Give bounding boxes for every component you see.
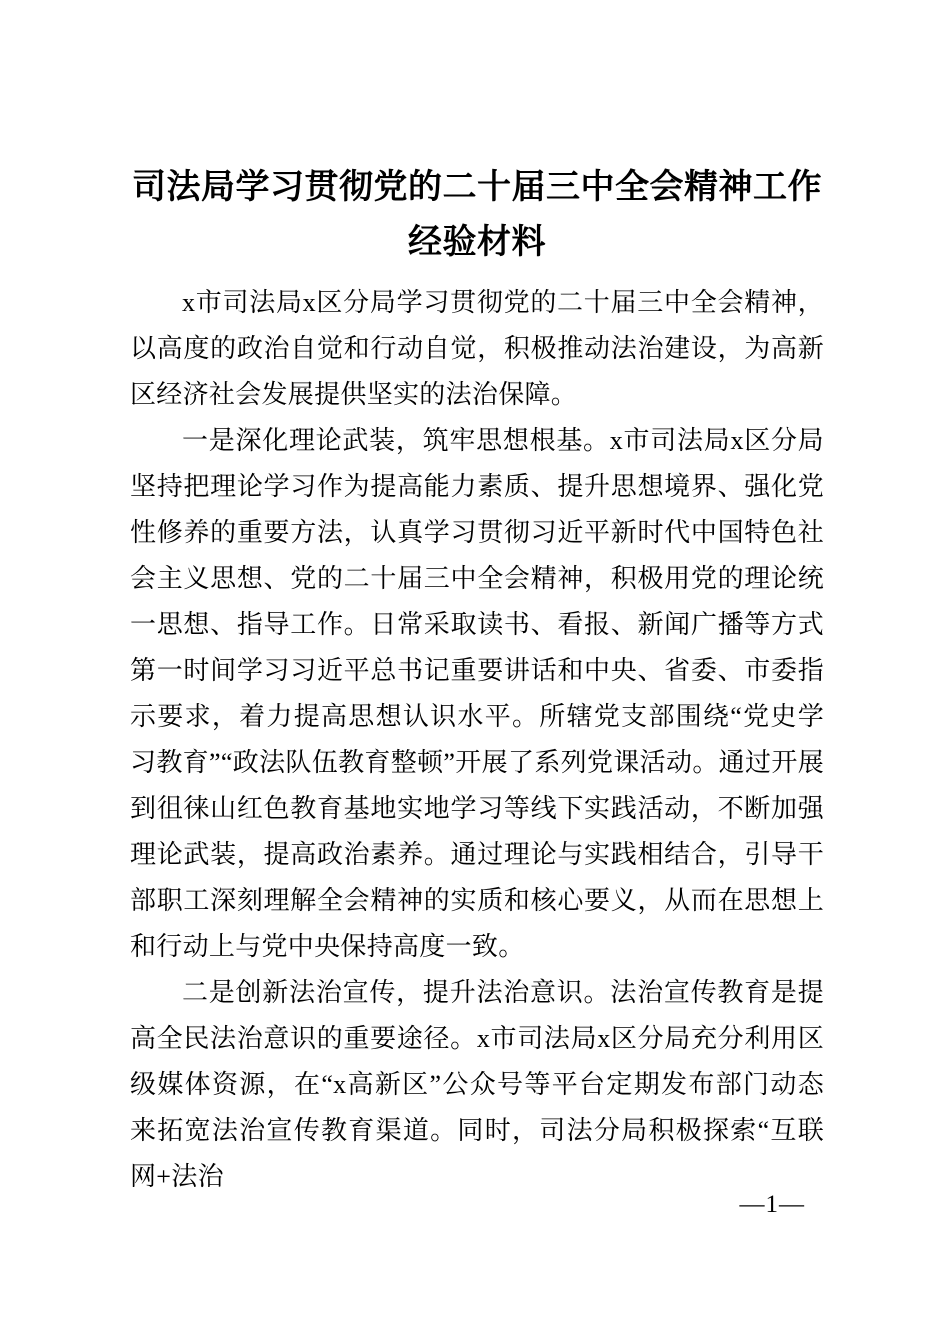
document-body (130, 280, 824, 1200)
title-line-1: 司法局学习贯彻党的二十届三中全会精神工作 (132, 169, 822, 206)
paragraph-point-one: 一是深化理论武装，筑牢思想根基。x市司法局x区分局坚持把理论学习作为提高能力素质、提升思想境界、强化党性修养的重要方法，认真学习贯彻习近平新时代中国特色社会主义思想、党的二十届三中全会精神，积极用党的理论统一思想、指导工作。日常采取读书、看报、新闻广播等方式第一时间学习习近平总书记重要讲话和中央、省委、市委指示要求，着力提高思想认识水平。所辖党支部围绕“党史学习教育”“政法队伍教育整顿”开展了系列党课活动。通过开展到徂徕山红色教育基地实地学习等线下实践活动，不断加强理论武装，提高政治素养。通过理论与实践相结合，引导干部职工深刻理解全会精神的实质和核心要义，从而在思想上和行动上与党中央保持高度一致。 (130, 426, 824, 961)
paragraph-point-two: 二是创新法治宣传，提升法治意识。法治宣传教育是提高全民法治意识的重要途径。x市司法局x区分局充分利用区级媒体资源，在“x高新区”公众号等平台定期发布部门动态来拓宽法治宣传教育渠道。同时，司法分局积极探索“互联网+法治 (130, 978, 824, 1191)
paragraph-intro: x市司法局x区分局学习贯彻党的二十届三中全会精神，以高度的政治自觉和行动自觉，积极推动法治建设，为高新区经济社会发展提供坚实的法治保障。 (130, 288, 824, 409)
title-line-2: 经验材料 (408, 224, 546, 261)
page-number: —1— (739, 1191, 805, 1218)
document-title (130, 160, 824, 270)
